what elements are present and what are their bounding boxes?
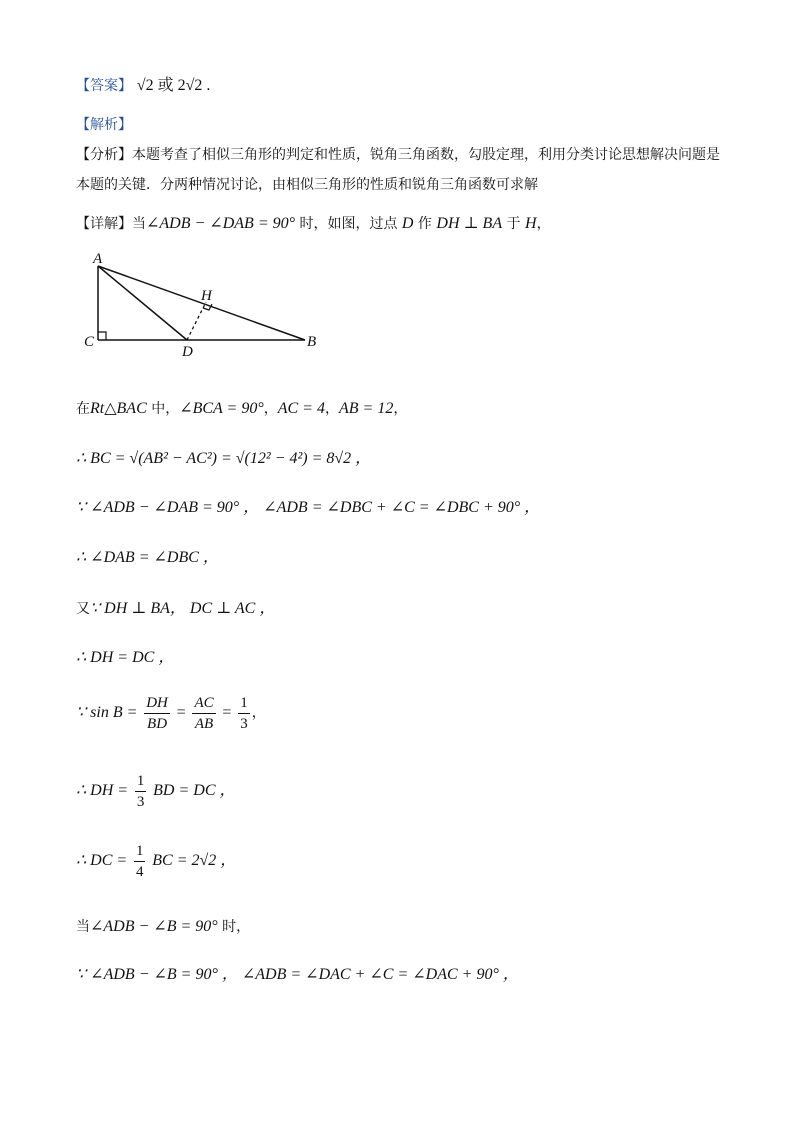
- xiangjie-point-h: H: [525, 215, 537, 232]
- line-7-prefix: ∵ sin B =: [76, 704, 138, 721]
- fraction-denominator: 3: [240, 715, 248, 732]
- line-5: [76, 597, 275, 620]
- fraction-one-third-b: [135, 771, 147, 812]
- line-10-end: 时，: [217, 919, 251, 935]
- line-10: [76, 915, 250, 938]
- line-11: ∵ ∠ADB − ∠B = 90° ， ∠ADB = ∠DAC + ∠C = ∠DAC + 90° ，: [76, 966, 519, 983]
- fraction-one-third: [238, 693, 250, 734]
- line-1-prefix: 在: [76, 401, 90, 417]
- fraction-numerator: 1: [238, 693, 250, 714]
- line-10-prefix: 当: [76, 919, 90, 935]
- xiangjie-tag: 【详解】: [76, 216, 132, 232]
- fraction-dh-bd: [144, 693, 170, 734]
- answer-tag: 【答案】: [76, 78, 132, 94]
- xiangjie-text-4: 作: [413, 216, 437, 232]
- line-6: ∴ DH = DC ，: [76, 649, 175, 666]
- fraction-numerator: 1: [135, 771, 147, 792]
- answer-line: [76, 74, 210, 97]
- fenxi-tag: 【分析】: [76, 147, 132, 163]
- analysis-tag-line: [76, 113, 132, 136]
- fraction-denominator: 3: [136, 793, 145, 810]
- line-1-angle: ∠BCA = 90°: [179, 400, 264, 417]
- label-a: A: [93, 251, 103, 267]
- line-1: [76, 397, 407, 420]
- line-9-post: BC = 2√2 ，: [152, 852, 237, 869]
- fraction-ac-ab: [192, 693, 215, 734]
- line-8: [76, 768, 236, 813]
- line-1-comma-1: ，: [263, 401, 278, 417]
- xiangjie-condition: ∠ADB − ∠DAB = 90°: [146, 215, 296, 232]
- line-7: [76, 690, 266, 735]
- xiangjie-point-d: D: [401, 215, 414, 232]
- line-2: ∴ BC = √(AB² − AC²) = √(12² − 4²) = 8√2 ，: [76, 450, 372, 467]
- fraction-denominator: 4: [135, 863, 144, 880]
- equals-sign-2: =: [222, 704, 232, 721]
- fraction-denominator: AB: [194, 715, 214, 732]
- fenxi-paragraph: [76, 140, 726, 200]
- label-h: H: [201, 288, 212, 304]
- line-5-prefix: 又: [76, 601, 90, 617]
- fraction-numerator: AC: [192, 693, 215, 714]
- label-b: B: [307, 334, 317, 350]
- label-d: D: [182, 344, 193, 360]
- xiangjie-text-6: 于: [502, 216, 525, 232]
- fraction-numerator: DH: [144, 693, 170, 714]
- xiangjie-perp: DH ⊥ BA: [436, 215, 503, 232]
- line-1-comma-2: ，: [324, 401, 339, 417]
- line-7-end: ，: [251, 705, 266, 721]
- label-c: C: [84, 334, 95, 350]
- line-1-triangle: Rt△BAC: [90, 400, 147, 417]
- line-1-ac: AC = 4: [277, 400, 325, 417]
- line-4: ∴ ∠DAB = ∠DBC ，: [76, 549, 219, 566]
- xiangjie-text-8: ，: [536, 216, 551, 232]
- xiangjie-line: [76, 213, 551, 235]
- fenxi-text: 本题考查了相似三角形的判定和性质，锐角三角函数，勾股定理，利用分类讨论思想解决问题是本题的关键．分两种情况讨论，由相似三角形的性质和锐角三角函数可求解: [76, 147, 720, 193]
- fraction-numerator: 1: [134, 841, 146, 862]
- right-angle-c: [98, 332, 106, 340]
- triangle-figure: [80, 250, 330, 360]
- line-1-ab: AB = 12: [338, 400, 394, 417]
- equals-sign-1: =: [176, 704, 186, 721]
- segment-ad: [98, 266, 187, 340]
- line-8-prefix: ∴ DH =: [76, 782, 129, 799]
- fraction-denominator: BD: [147, 715, 168, 732]
- xiangjie-text-2: 时，如图，过点: [295, 216, 402, 232]
- line-1-mid: 中，: [146, 401, 180, 417]
- line-1-end: ，: [393, 401, 408, 417]
- fraction-one-quarter: [134, 841, 146, 882]
- answer-text: √2 或 2√2 .: [136, 77, 211, 94]
- line-5-math: ∵ DH ⊥ BA， DC ⊥ AC ，: [90, 600, 276, 617]
- line-3: ∵ ∠ADB − ∠DAB = 90° ， ∠ADB = ∠DBC + ∠C = ∠DBC + 90° ，: [76, 499, 541, 516]
- line-9-prefix: ∴ DC =: [76, 852, 128, 869]
- xiangjie-text-0: 当: [132, 216, 146, 232]
- analysis-tag: 【解析】: [76, 117, 132, 133]
- line-8-post: BD = DC ，: [153, 782, 236, 799]
- line-10-math: ∠ADB − ∠B = 90°: [90, 918, 218, 935]
- line-9: [76, 838, 236, 883]
